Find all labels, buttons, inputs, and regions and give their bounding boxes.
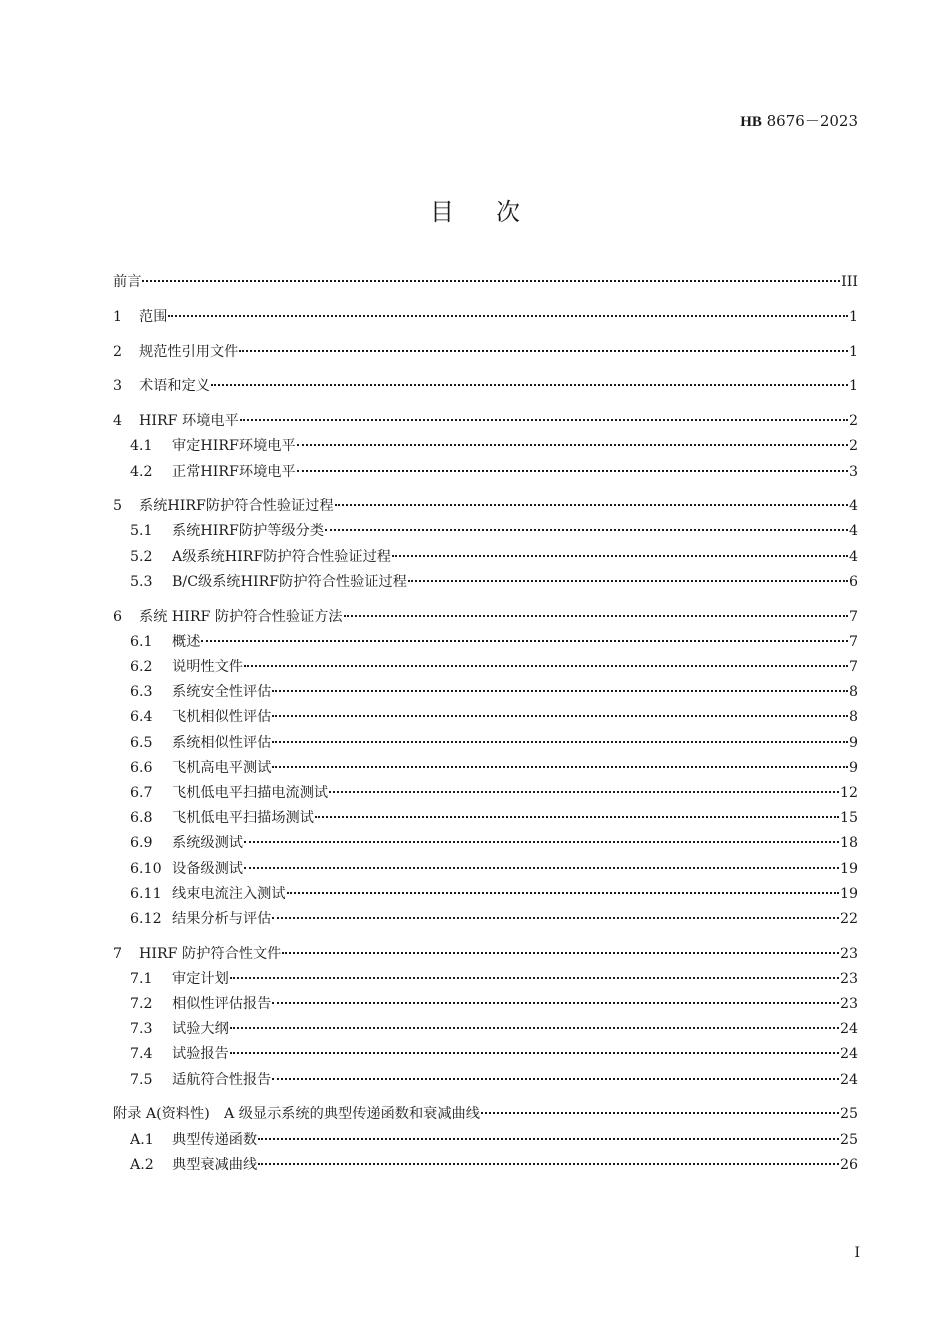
- toc-entry-page: III: [841, 274, 858, 290]
- toc-entry-number: 6: [113, 608, 123, 625]
- toc-entry-page: 3: [848, 463, 858, 480]
- toc-entry-number: 5.1: [130, 523, 153, 540]
- toc-dot-leader: [258, 1138, 839, 1140]
- toc-dot-leader: [272, 766, 848, 768]
- toc-entry[interactable]: [113, 520, 858, 545]
- toc-entry-label: 审定HIRF环境电平: [172, 438, 296, 455]
- toc-entry[interactable]: [113, 410, 858, 435]
- toc-entry-label: HIRF 环境电平: [139, 413, 239, 430]
- toc-entry-label: 附录 A(资料性) A 级显示系统的典型传递函数和衰减曲线: [113, 1106, 480, 1123]
- toc-dot-leader: [142, 280, 840, 282]
- toc-entry[interactable]: [113, 807, 858, 832]
- standard-code: [740, 110, 858, 131]
- toc-dot-leader: [344, 615, 848, 617]
- toc-dot-leader: [244, 665, 848, 667]
- toc-entry[interactable]: [113, 943, 858, 968]
- toc-entry-label: 系统HIRF防护符合性验证过程: [139, 498, 334, 515]
- toc-entry-label: 设备级测试: [172, 860, 243, 877]
- toc-entry-label: 范围: [139, 308, 168, 325]
- toc-entry-label: 系统HIRF防护等级分类: [172, 523, 325, 540]
- toc-entry[interactable]: [113, 706, 858, 731]
- toc-entry-label: 飞机低电平扫描电流测试: [172, 784, 329, 801]
- toc-entry-page: 7: [848, 608, 858, 625]
- toc-entry-label: 正常HIRF环境电平: [172, 463, 296, 480]
- standard-number: 8676－2023: [761, 112, 858, 130]
- toc-entry[interactable]: [113, 1018, 858, 1043]
- toc-entry[interactable]: [113, 1129, 858, 1154]
- toc-entry-page: 25: [839, 1106, 858, 1123]
- toc-entry-page: 24: [839, 1021, 858, 1038]
- toc-entry-label: 飞机相似性评估: [172, 709, 272, 726]
- toc-dot-leader: [239, 350, 848, 352]
- toc-entry-label: B/C级系统HIRF防护符合性验证过程: [172, 573, 407, 590]
- toc-entry-page: 23: [839, 970, 858, 987]
- toc-entry-number: 7: [113, 945, 123, 962]
- toc-entry-number: 6.3: [130, 684, 153, 701]
- toc-dot-leader: [272, 1002, 839, 1004]
- toc-dot-leader: [329, 791, 839, 793]
- toc-entry-page: 24: [839, 1046, 858, 1063]
- toc-entry-number: 6.10: [130, 860, 162, 877]
- toc-entry-label: A级系统HIRF防护符合性验证过程: [172, 548, 391, 565]
- toc-entry-label: 术语和定义: [139, 378, 210, 395]
- toc-entry[interactable]: [113, 858, 858, 883]
- toc-entry-label: 系统 HIRF 防护符合性验证方法: [139, 608, 343, 625]
- toc-entry-number: 6.7: [130, 784, 153, 801]
- toc-entry-page: 15: [839, 810, 858, 827]
- toc-entry-page: 22: [839, 910, 858, 927]
- toc-dot-leader: [201, 640, 848, 642]
- toc-entry-page: 19: [839, 860, 858, 877]
- toc-entry[interactable]: [113, 1103, 858, 1128]
- toc-entry[interactable]: [113, 908, 858, 933]
- toc-entry-page: 1: [848, 308, 858, 325]
- toc-entry-number: 6.5: [130, 734, 153, 751]
- toc-entry[interactable]: [113, 732, 858, 757]
- toc-dot-leader: [272, 690, 848, 692]
- toc-dot-leader: [297, 444, 848, 446]
- toc-entry-number: 7.5: [130, 1071, 153, 1088]
- table-of-contents: [113, 271, 858, 1179]
- toc-entry-label: 系统级测试: [172, 835, 243, 852]
- toc-entry-number: 2: [113, 343, 123, 360]
- toc-entry-number: 6.2: [130, 659, 153, 675]
- toc-entry-page: 23: [839, 945, 858, 962]
- toc-entry-page: 25: [839, 1131, 858, 1148]
- toc-dot-leader: [282, 952, 839, 954]
- toc-entry-page: 4: [848, 523, 858, 540]
- toc-entry[interactable]: [113, 993, 858, 1018]
- toc-entry[interactable]: [113, 1154, 858, 1179]
- toc-entry-number: 6.12: [130, 910, 162, 927]
- toc-entry-page: 8: [848, 709, 858, 726]
- toc-dot-leader: [272, 741, 848, 743]
- toc-dot-leader: [272, 917, 839, 919]
- toc-entry-label: 试验报告: [172, 1046, 229, 1063]
- toc-entry-page: 2: [848, 413, 858, 430]
- toc-entry[interactable]: [113, 271, 858, 296]
- toc-entry-label: 线束电流注入测试: [172, 885, 286, 902]
- toc-entry-page: 8: [848, 684, 858, 701]
- toc-dot-leader: [230, 977, 839, 979]
- toc-entry-label: HIRF 防护符合性文件: [139, 945, 282, 962]
- toc-entry-number: 6.11: [130, 885, 162, 902]
- toc-entry-number: 6.9: [130, 835, 153, 852]
- toc-entry-label: 飞机高电平测试: [172, 759, 272, 776]
- toc-dot-leader: [408, 580, 848, 582]
- toc-dot-leader: [325, 529, 848, 531]
- toc-entry-number: 4.2: [130, 463, 153, 480]
- toc-entry-page: 7: [848, 659, 858, 675]
- toc-entry[interactable]: [113, 782, 858, 807]
- toc-entry-label: 审定计划: [172, 970, 229, 987]
- toc-entry-number: 6.4: [130, 709, 153, 726]
- toc-dot-leader: [244, 841, 839, 843]
- toc-entry-number: 3: [113, 378, 123, 395]
- toc-entry-label: 概述: [172, 633, 201, 650]
- toc-entry-number: A.1: [130, 1131, 154, 1148]
- toc-entry[interactable]: [113, 435, 858, 460]
- toc-entry-number: A.2: [130, 1156, 154, 1173]
- toc-dot-leader: [240, 419, 848, 421]
- toc-entry-number: 5.3: [130, 573, 153, 590]
- toc-dot-leader: [392, 555, 848, 557]
- toc-entry-page: 18: [839, 835, 858, 852]
- toc-dot-leader: [272, 1078, 839, 1080]
- toc-entry-number: 5.2: [130, 548, 153, 565]
- toc-dot-leader: [272, 715, 848, 717]
- toc-entry-number: 4.1: [130, 438, 153, 455]
- toc-entry-page: 23: [839, 996, 858, 1013]
- toc-entry-number: 7.3: [130, 1021, 153, 1038]
- toc-entry[interactable]: [113, 968, 858, 993]
- toc-entry[interactable]: [113, 832, 858, 857]
- toc-entry-label: 系统相似性评估: [172, 734, 272, 751]
- toc-entry-page: 7: [848, 633, 858, 650]
- toc-entry-page: 12: [839, 784, 858, 801]
- toc-entry-label: 适航符合性报告: [172, 1071, 272, 1088]
- toc-entry[interactable]: [113, 546, 858, 571]
- toc-entry-number: 4: [113, 413, 123, 430]
- toc-entry-page: 4: [848, 498, 858, 515]
- toc-dot-leader: [230, 1027, 839, 1029]
- toc-entry[interactable]: [113, 461, 858, 486]
- toc-entry-page: 4: [848, 548, 858, 565]
- toc-entry-number: 6.1: [130, 633, 153, 650]
- toc-entry-number: 6.6: [130, 759, 153, 776]
- toc-entry-label: 试验大纲: [172, 1021, 229, 1038]
- toc-entry[interactable]: [113, 757, 858, 782]
- toc-entry-label: 规范性引用文件: [139, 343, 239, 360]
- toc-dot-leader: [211, 384, 848, 386]
- toc-entry-label: 前言: [113, 274, 142, 290]
- toc-entry-number: 6.8: [130, 810, 153, 827]
- toc-dot-leader: [168, 315, 848, 317]
- toc-entry-label: 相似性评估报告: [172, 996, 272, 1013]
- toc-entry[interactable]: [113, 1043, 858, 1068]
- page-number: I: [854, 1245, 860, 1261]
- toc-entry-page: 19: [839, 885, 858, 902]
- toc-entry-label: 说明性文件: [172, 659, 243, 675]
- toc-entry[interactable]: [113, 631, 858, 656]
- toc-entry-number: 5: [113, 498, 123, 515]
- toc-entry[interactable]: [113, 606, 858, 631]
- toc-entry[interactable]: [113, 341, 858, 366]
- toc-dot-leader: [244, 867, 839, 869]
- toc-entry-label: 飞机低电平扫描场测试: [172, 810, 314, 827]
- toc-dot-leader: [481, 1112, 839, 1114]
- toc-entry-label: 典型衰减曲线: [172, 1156, 258, 1173]
- toc-entry[interactable]: [113, 883, 858, 908]
- toc-entry-page: 6: [848, 573, 858, 590]
- toc-entry-page: 9: [848, 734, 858, 751]
- toc-dot-leader: [335, 504, 848, 506]
- toc-dot-leader: [297, 470, 848, 472]
- toc-entry-number: 7.4: [130, 1046, 153, 1063]
- toc-entry-page: 26: [839, 1156, 858, 1173]
- page-title: 目次: [430, 198, 562, 226]
- toc-entry[interactable]: [113, 681, 858, 706]
- toc-entry-number: 7.1: [130, 970, 153, 987]
- toc-entry-number: 1: [113, 308, 123, 325]
- toc-entry[interactable]: [113, 1069, 858, 1094]
- toc-entry[interactable]: [113, 571, 858, 596]
- toc-entry[interactable]: [113, 495, 858, 520]
- toc-entry-page: 9: [848, 759, 858, 776]
- toc-dot-leader: [230, 1052, 839, 1054]
- toc-entry-page: 2: [848, 438, 858, 455]
- toc-entry-page: 1: [848, 378, 858, 395]
- toc-entry-label: 系统安全性评估: [172, 684, 272, 701]
- toc-dot-leader: [287, 892, 839, 894]
- toc-entry-label: 典型传递函数: [172, 1131, 258, 1148]
- toc-entry-page: 24: [839, 1071, 858, 1088]
- toc-entry[interactable]: [113, 375, 858, 400]
- toc-entry-label: 结果分析与评估: [172, 910, 272, 927]
- standard-prefix: HB: [740, 114, 762, 130]
- toc-dot-leader: [315, 816, 839, 818]
- toc-entry[interactable]: [113, 656, 858, 681]
- toc-entry[interactable]: [113, 306, 858, 331]
- toc-entry-page: 1: [848, 343, 858, 360]
- toc-dot-leader: [258, 1163, 839, 1165]
- toc-entry-number: 7.2: [130, 996, 153, 1013]
